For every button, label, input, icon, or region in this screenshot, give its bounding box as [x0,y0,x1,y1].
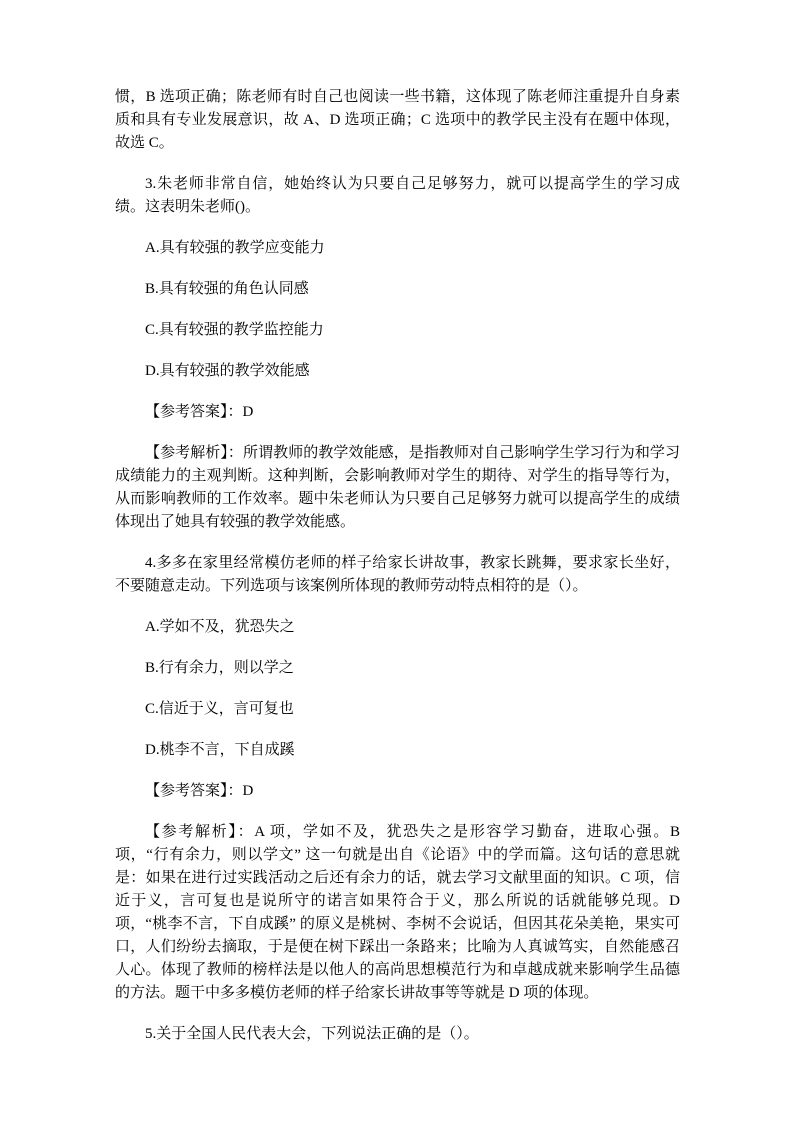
question-4-explanation: 【参考解析】：A 项，学如不及，犹恐失之是形容学习勤奋，进取心强。B 项，“行有余力，则以学文” 这一句就是出自《论语》中的学而篇。这句话的意思就是：如果在进行过实践活动之后还有余力的话，就去学习文献里面的知识。C 项，信近于义，言可复也是说所守的诺言如果符合于义，那么所说的话就能够兑现。D 项，“桃李不言，下自成蹊” 的原义是桃树、李树不会说话，但因其花朵美艳，果实可口，人们纷纷去摘取，于是便在树下踩出一条路来；比喻为人真诚笃实，自然能感召人心。体现了教师的榜样法是以他人的高尚思想模范行为和卓越成就来影响学生品德的方法。题干中多多模仿老师的样子给家长讲故事等等就是 D 项的体现。 [115,824,680,1001]
question-3-option-a: A.具有较强的教学应变能力 [145,240,325,256]
question-4-answer: 【参考答案】：D [145,783,254,799]
question-4-option-a: A.学如不及，犹恐失之 [145,619,295,635]
question-4-option-d: D.桃李不言，下自成蹊 [145,742,295,758]
question-3-option-b: B.具有较强的角色认同感 [145,281,309,297]
answer-explanation-continued: 惯，B 选项正确；陈老师有时自己也阅读一些书籍，这体现了陈老师注重提升自身素质和具有专业发展意识，故 A、D 选项正确；C 选项中的教学民主没有在题中体现，故选 C。 [115,89,680,151]
question-3-option-d: D.具有较强的教学效能感 [145,363,310,379]
question-4-option-c: C.信近于义，言可复也 [145,701,294,717]
document-content [115,86,680,1046]
question-4-option-b: B.行有余力，则以学之 [145,660,294,676]
question-4: 4.多多在家里经常模仿老师的样子给家长讲故事，教家长跳舞，要求家长坐好，不要随意走动。下列选项与该案例所体现的教师劳动特点相符的是（）。 [115,555,680,594]
question-3: 3.朱老师非常自信，她始终认为只要自己足够努力，就可以提高学生的学习成绩。这表明朱老师()。 [115,176,680,215]
question-3-answer: 【参考答案】：D [145,404,254,420]
question-3-option-c: C.具有较强的教学监控能力 [145,322,324,338]
question-3-explanation: 【参考解析】：所谓教师的教学效能感，是指教师对自己影响学生学习行为和学习成绩能力的主观判断。这种判断，会影响教师对学生的期待、对学生的指导等行为，从而影响教师的工作效率。题中朱老师认为只要自己足够努力就可以提高学生的成绩体现出了她具有较强的教学效能感。 [115,445,680,530]
question-5: 5.关于全国人民代表大会，下列说法正确的是（）。 [145,1026,479,1042]
